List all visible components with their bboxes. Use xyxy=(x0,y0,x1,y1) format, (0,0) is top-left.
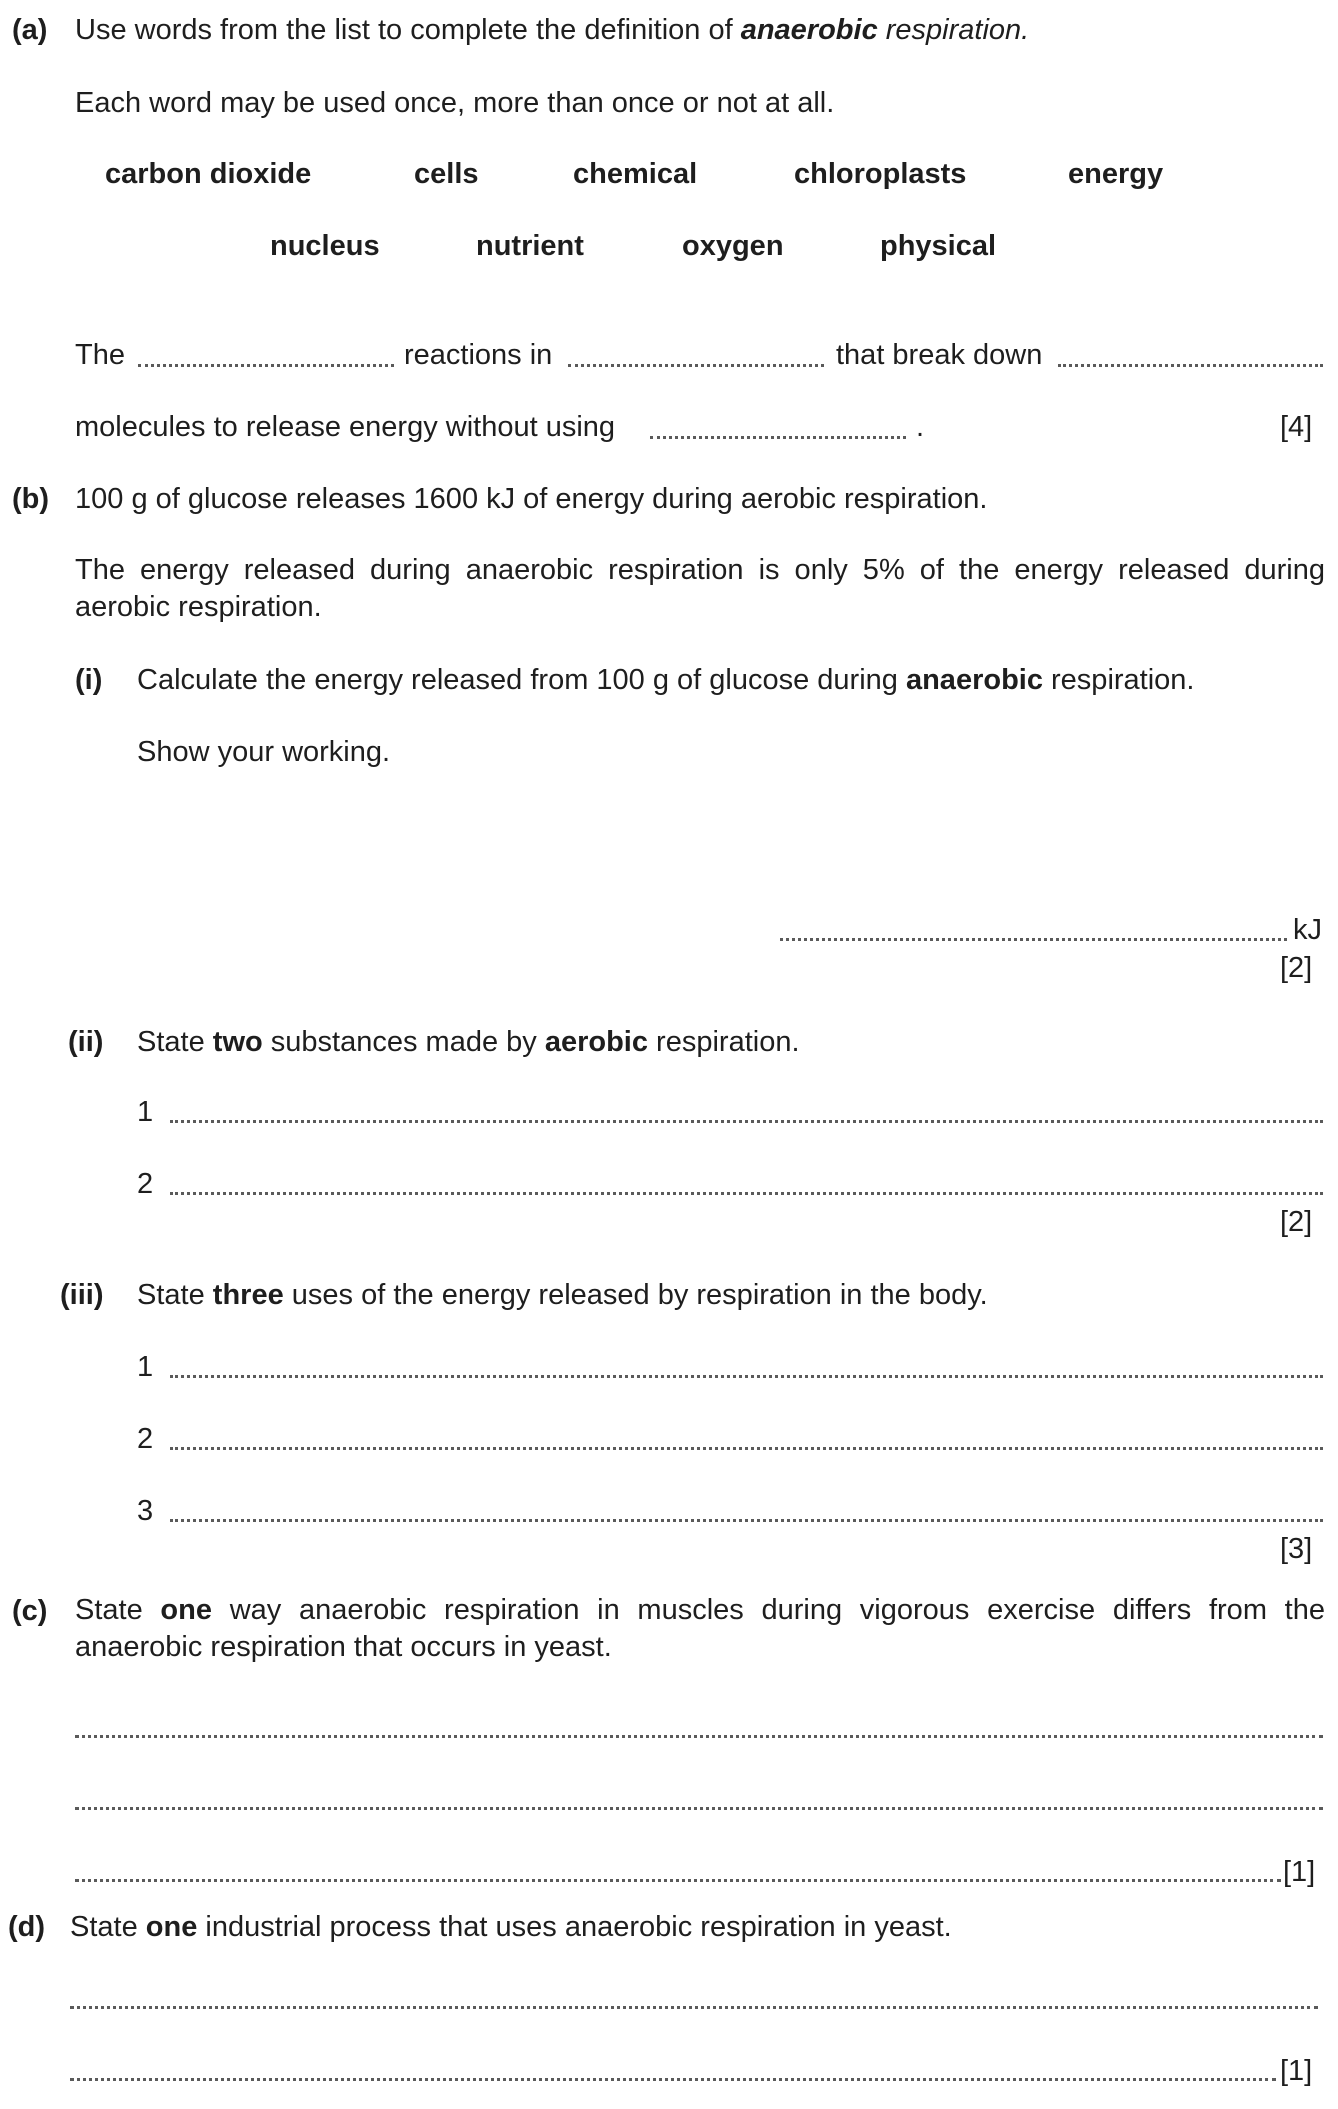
marks-b-ii: [2] xyxy=(1280,1206,1313,1238)
part-a-label: (a) xyxy=(12,14,48,46)
marks-b-iii: [3] xyxy=(1280,1533,1313,1565)
part-d-label: (d) xyxy=(8,1911,46,1943)
word-list-item: physical xyxy=(880,230,997,262)
word-list-item: cells xyxy=(414,158,479,190)
word-list-item: energy xyxy=(1068,158,1164,190)
sentence-text: molecules to release energy without using xyxy=(75,411,616,443)
answer-blank-3[interactable] xyxy=(1058,364,1323,367)
part-b-iii-label: (iii) xyxy=(60,1279,104,1311)
part-b-ii-question-end: respiration. xyxy=(648,1026,800,1058)
answer-line-b-ii-1[interactable] xyxy=(170,1120,1323,1123)
answer-number: 2 xyxy=(137,1168,154,1200)
answer-number: 1 xyxy=(137,1096,154,1128)
marks-c: [1] xyxy=(1283,1856,1316,1888)
part-b-label: (b) xyxy=(12,483,50,515)
part-a-instruction: Each word may be used once, more than once or not at all. xyxy=(75,87,835,119)
part-b-iii-question-bold: three xyxy=(212,1279,284,1311)
part-b-i-question xyxy=(137,666,1194,695)
part-b-ii-question-mid: substances made by xyxy=(262,1026,545,1058)
answer-line-b-iii-1[interactable] xyxy=(170,1375,1323,1378)
word-list-item: chloroplasts xyxy=(794,158,967,190)
sentence-text: reactions in xyxy=(404,339,553,371)
part-b-stem-1: 100 g of glucose releases 1600 kJ of energy during aerobic respiration. xyxy=(75,483,988,515)
answer-blank-4[interactable] xyxy=(650,436,906,439)
part-a-prompt-end: respiration. xyxy=(877,14,1030,46)
part-b-i-label: (i) xyxy=(75,664,103,696)
answer-line-b-ii-2[interactable] xyxy=(170,1192,1323,1195)
marks-b-i: [2] xyxy=(1280,952,1313,984)
sentence-text: The xyxy=(75,339,125,371)
part-c-question xyxy=(75,1592,1325,1666)
word-list-item: carbon dioxide xyxy=(105,158,312,190)
part-b-ii-question-text: State xyxy=(137,1026,213,1058)
part-c-question-bold: one xyxy=(160,1594,212,1626)
part-b-i-question-text: Calculate the energy released from 100 g of glucose during xyxy=(137,664,906,696)
sentence-text: that break down xyxy=(836,339,1043,371)
part-b-i-instruction: Show your working. xyxy=(137,736,391,768)
part-b-iii-question xyxy=(137,1281,988,1310)
part-b-iii-question-end: uses of the energy released by respiration in the body. xyxy=(283,1279,988,1311)
marks-a xyxy=(1280,413,1325,442)
part-c-question-text: State xyxy=(75,1594,161,1626)
answer-blank-2[interactable] xyxy=(568,364,824,367)
answer-line-b-i[interactable] xyxy=(780,938,1287,941)
answer-blank-1[interactable] xyxy=(138,364,394,367)
part-a-prompt-emphasis: anaerobic xyxy=(740,14,878,46)
marks-d: [1] xyxy=(1280,2055,1313,2087)
answer-line-d-2[interactable] xyxy=(70,2078,1276,2081)
part-b-ii-question-bold: aerobic xyxy=(544,1026,648,1058)
word-list-item: nutrient xyxy=(476,230,584,262)
sentence-text: . xyxy=(916,411,925,443)
word-list-item: oxygen xyxy=(682,230,784,262)
part-b-i-question-end: respiration. xyxy=(1042,664,1195,696)
answer-line-c-3[interactable] xyxy=(75,1879,1281,1882)
part-d-question-bold: one xyxy=(145,1911,198,1943)
part-b-ii-label: (ii) xyxy=(68,1026,104,1058)
part-d-question-end: industrial process that uses anaerobic respiration in yeast. xyxy=(197,1911,952,1943)
part-d-question xyxy=(70,1913,952,1942)
answer-line-c-2[interactable] xyxy=(75,1807,1323,1810)
part-b-i-question-bold: anaerobic xyxy=(905,664,1043,696)
marks-a-text: [4] xyxy=(1280,411,1313,443)
answer-number: 2 xyxy=(137,1423,154,1455)
word-list-item: nucleus xyxy=(270,230,380,262)
part-b-ii-question-bold: two xyxy=(212,1026,263,1058)
answer-line-b-iii-3[interactable] xyxy=(170,1519,1323,1522)
part-c-label: (c) xyxy=(12,1595,48,1627)
answer-number: 1 xyxy=(137,1351,154,1383)
part-b-iii-question-text: State xyxy=(137,1279,213,1311)
part-b-ii-question xyxy=(137,1028,800,1057)
part-d-question-text: State xyxy=(70,1911,146,1943)
part-c-question-end: way anaerobic respiration in muscles during vigorous exercise differs from the anaerobic respiration that occurs in yeast. xyxy=(75,1594,1325,1663)
answer-line-b-iii-2[interactable] xyxy=(170,1447,1323,1450)
answer-number: 3 xyxy=(137,1495,154,1527)
unit-kj: kJ xyxy=(1293,914,1322,946)
word-list-item: chemical xyxy=(573,158,698,190)
answer-line-d-1[interactable] xyxy=(70,2006,1318,2009)
part-b-stem-2: The energy released during anaerobic respiration is only 5% of the energy released during aerobic respiration. xyxy=(75,554,1325,623)
part-a-prompt-text: Use words from the list to complete the definition of xyxy=(75,14,741,46)
part-a-prompt xyxy=(75,16,1029,45)
answer-line-c-1[interactable] xyxy=(75,1735,1323,1738)
